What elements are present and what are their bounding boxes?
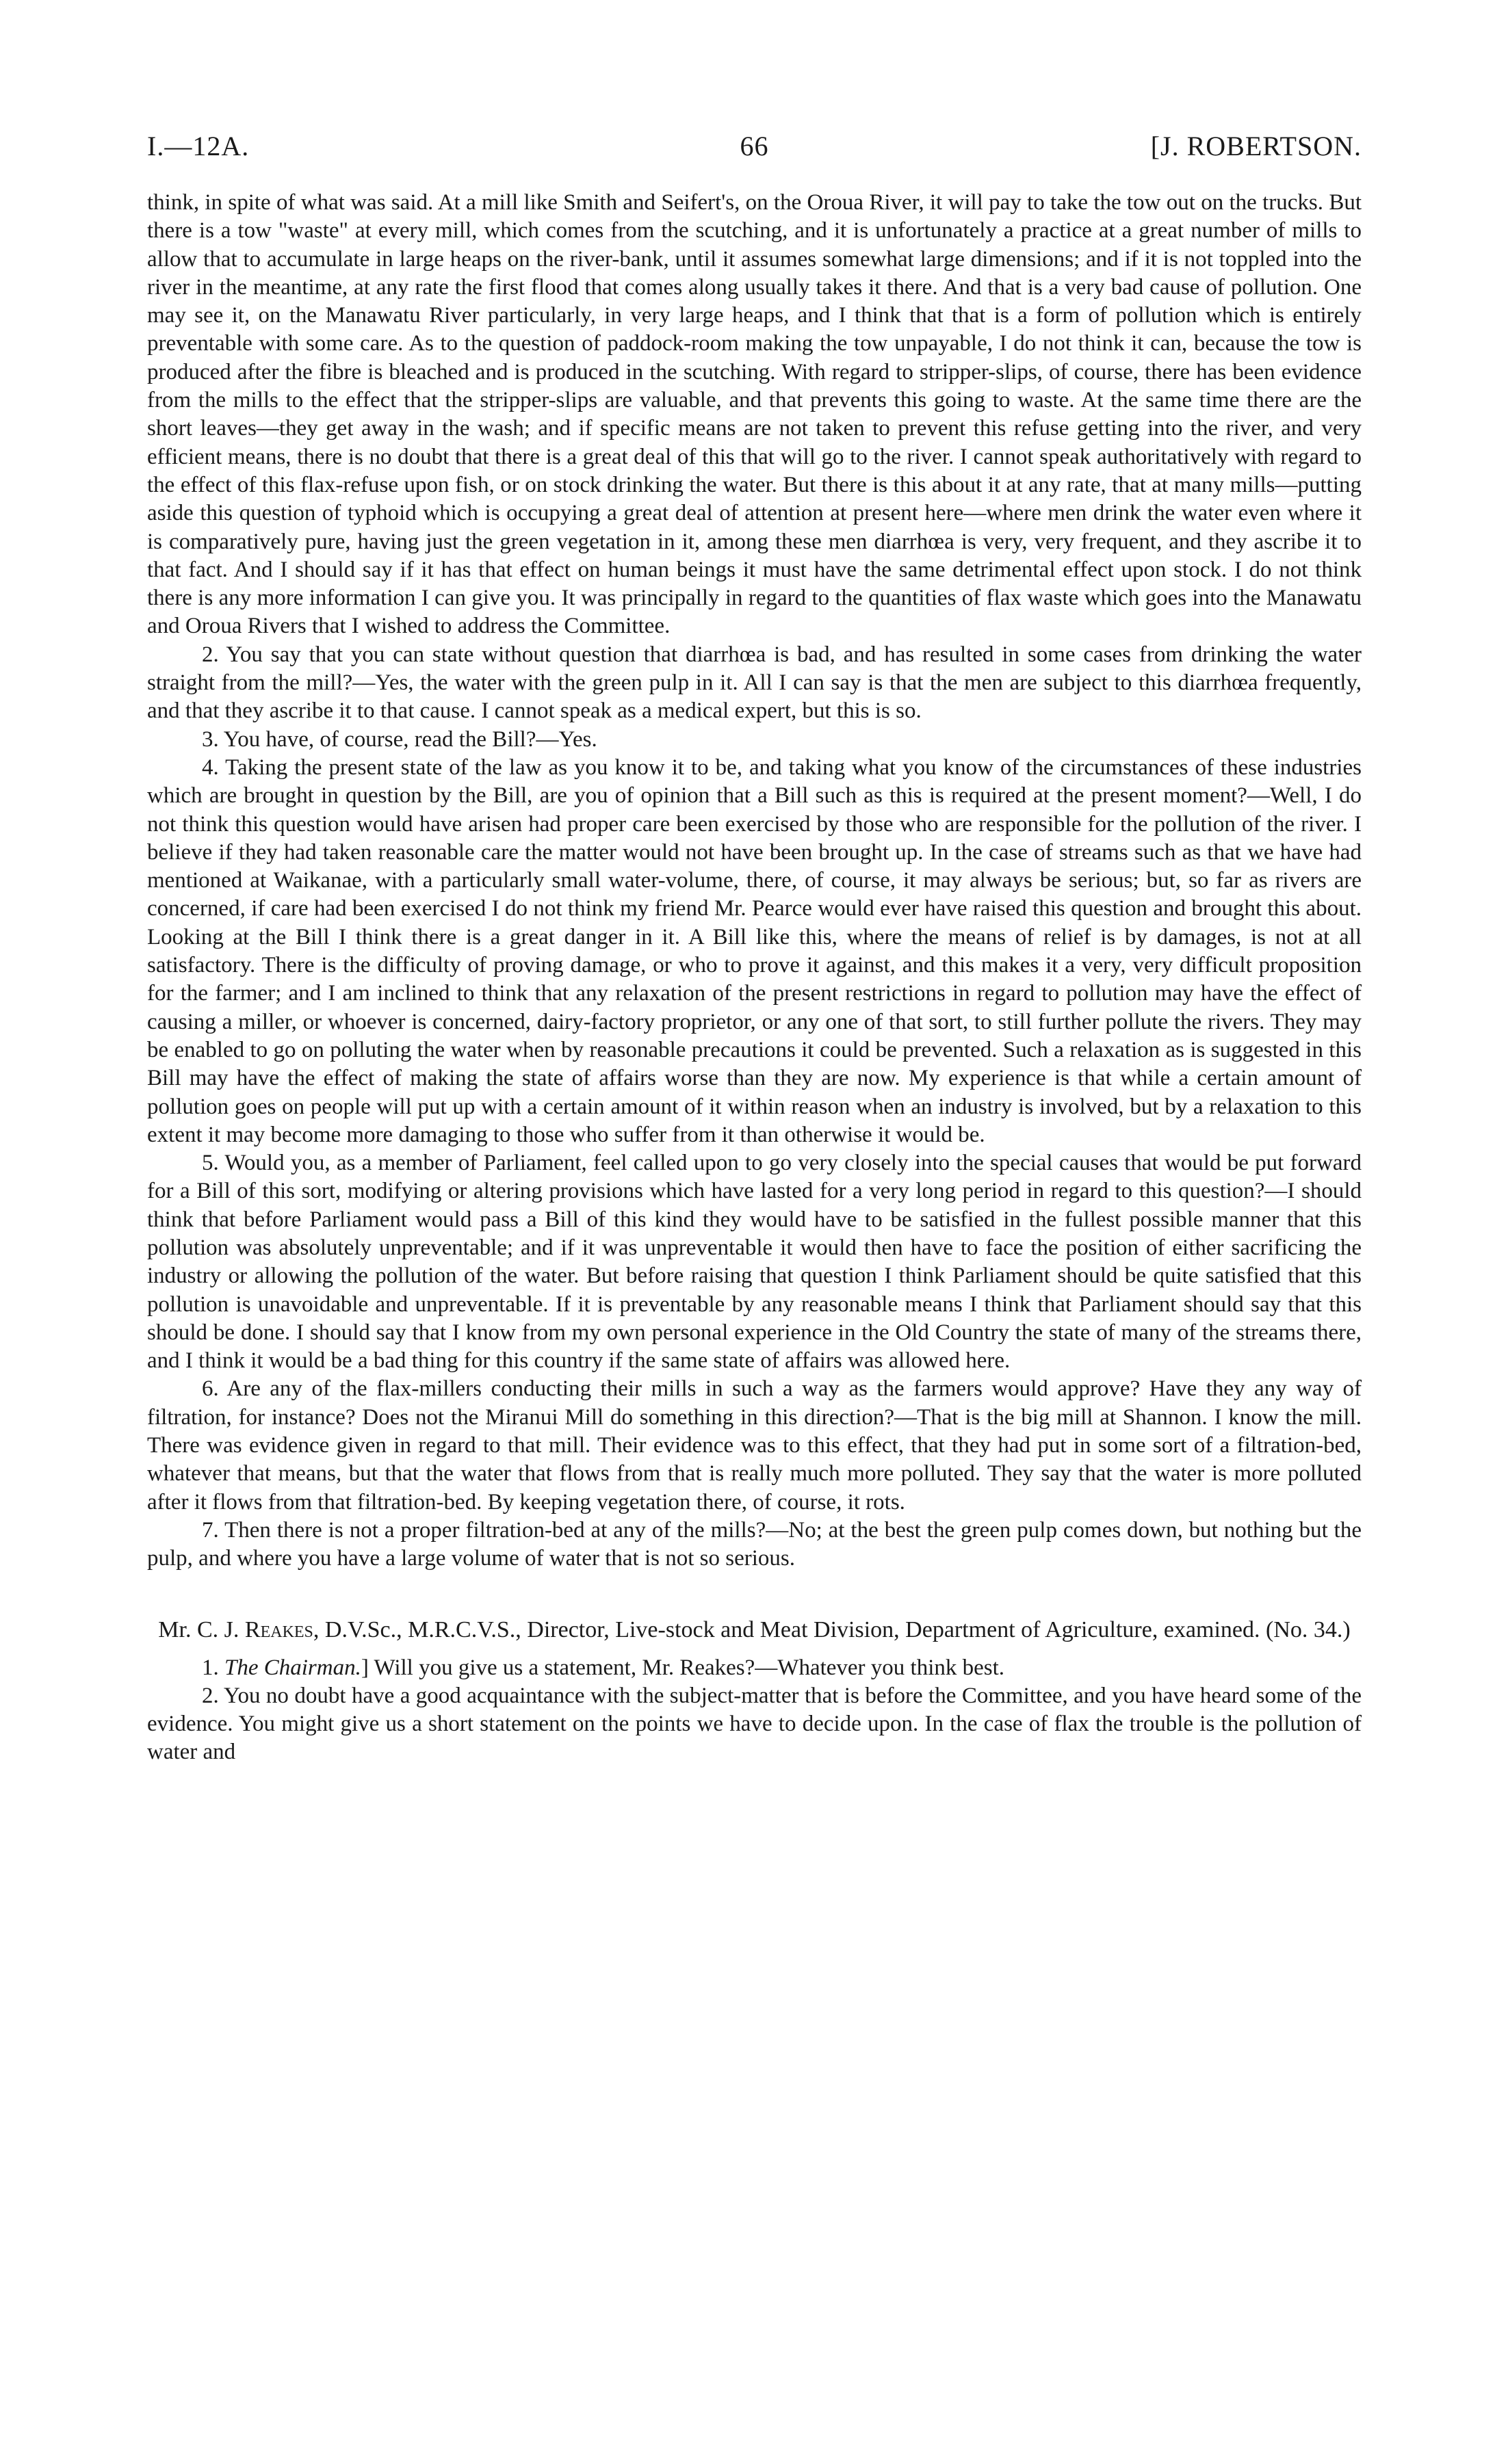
paragraph-question-5: 5. Would you, as a member of Parliament, feel called upon to go very closely into the special causes that would be put forward for a Bill of this sort, modifying or altering provisions which have lasted for a very long period in regard to this question?—I should think that before Parliament would pass a Bill of this kind they would have to be satisfied in the fullest possible manner that this pollution was absolutely unpreventable; and if it was unpreventable it would then have to face the position of either sacrificing the industry or allowing the pollution of the water. But before raising that question I think Parliament should be quite satisfied that this pollution is unavoidable and unpreventable. If it is preventable by any reasonable means I think that Parliament should say that this should be done. I should say that I know from my own personal experience in the Old Country the state of many of the streams there, and I think it would be a bad thing for this country if the same state of affairs was allowed here. — [147, 1151, 1362, 1374]
running-header — [147, 130, 1362, 171]
paragraph-reakes-question-1 — [147, 1654, 1362, 1682]
witness-details: , D.V.Sc., M.R.C.V.S., Director, Live-stock and Meat Division, Department of Agriculture, examined. (No. 34.) — [313, 1616, 1351, 1642]
witness-running-title: [J. ROBERTSON. — [1150, 131, 1362, 161]
speaker-chairman: The Chairman. — [224, 1655, 361, 1680]
paragraph-question-6: 6. Are any of the flax-millers conducting their mills in such a way as the farmers would approve? Have they any way of filtration, for instance? Does not the Miranui Mill do something in this direction?—That is the big mill at Shannon. I know the mill. There was evidence given in regard to that mill. Their evidence was to this effect, that they had put in some sort of a filtration-bed, whatever that means, but that the water that flows from that is really much more polluted. They say that the water is more polluted after it flows from that filtration-bed. By keeping vegetation there, of course, it rots. — [147, 1376, 1362, 1515]
page-number: 66 — [740, 131, 769, 161]
question-text: ] Will you give us a statement, Mr. Reakes?—Whatever you think best. — [361, 1655, 1005, 1680]
body-text — [147, 189, 1362, 1767]
paragraph-continued: think, in spite of what was said. At a mill like Smith and Seifert's, on the Oroua River, it will pay to take the tow out on the trucks. But there is a tow "waste" at every mill, which comes from the scutching, and it is unfortunately a practice at a great number of mills to allow that to accumulate in large heaps on the river-bank, until it assumes somewhat large dimensions; and if it is not toppled into the river in the meantime, at any rate the first flood that comes along usually takes it there. And that is a very bad cause of pollution. One may see it, on the Manawatu River particularly, in very large heaps, and I think that that is a form of pollution which is entirely preventable with some care. As to the question of paddock-room making the tow unpayable, I do not think it can, because the tow is produced after the fibre is bleached and is produced in the scutching. With regard to stripper-slips, of course, there has been evidence from the mills to the effect that the stripper-slips are valuable, and that prevents this going to waste. At the same time there are the short leaves—they get away in the wash; and if specific means are not taken to prevent this refuse getting into the river, and very efficient means, there is no doubt that there is a great deal of this that will go to the river. I cannot speak authoritatively with regard to the effect of this flax-refuse upon fish, or on stock drinking the water. But there is this about it at any rate, that at many mills—putting aside this question of typhoid which is occupying a great deal of attention at present here—where men drink the water even where it is comparatively pure, having just the green vegetation in it, among these men diarrhœa is very, very frequent, and they ascribe it to that fact. And I should say if it has that effect on human beings it must have the same detrimental effect upon stock. I do not think there is any more information I can give you. It was principally in regard to the quantities of flax waste which goes into the Manawatu and Oroua Rivers that I wished to address the Committee. — [147, 190, 1362, 639]
paragraph-question-2: 2. You say that you can state without question that diarrhœa is bad, and has resulted in some cases from drinking the water straight from the mill?—Yes, the water with the green pulp in it. All I can say is that the men are subject to this diarrhœa frequently, and that they ascribe it to that cause. I cannot speak as a medical expert, but this is so. — [147, 642, 1362, 724]
question-number: 1. — [202, 1655, 224, 1680]
paper-reference: I.—12A. — [147, 131, 250, 161]
paragraph-reakes-question-2: 2. You no doubt have a good acquaintance with the subject-matter that is before the Committee, and you have heard some of the evidence. You might give us a short statement on the points we have to decide upon. In the case of flax the trouble is the pollution of water and — [147, 1683, 1362, 1765]
witness-name: C. J. Reakes — [196, 1616, 313, 1642]
witness-prefix: Mr. — [158, 1616, 197, 1642]
paragraph-question-4: 4. Taking the present state of the law as you know it to be, and taking what you know of the circumstances of these industries which are brought in question by the Bill, are you of opinion that a Bill such as this is required at the present moment?—Well, I do not think this question would have arisen had proper care been exercised by those who are responsible for the pollution of the river. I believe if they had taken reasonable care the matter would not have been brought up. In the case of streams such as that we have had mentioned at Waikanae, with a particularly small water-volume, there, of course, it may always be serious; but, so far as rivers are concerned, if care had been exercised I do not think my friend Mr. Pearce would ever have raised this question and brought this about. Looking at the Bill I think there is a great danger in it. A Bill like this, where the means of relief is by damages, is not at all satisfactory. There is the difficulty of proving damage, or who to prove it against, and this makes it a very, very difficult proposition for the farmer; and I am inclined to think that any relaxation of the present restrictions in regard to pollution may have the effect of causing a miller, or whoever is concerned, dairy-factory proprietor, or any one of that sort, to still further pollute the rivers. They may be enabled to go on polluting the water when by reasonable precautions it could be prevented. Such a relaxation as is suggested in this Bill may have the effect of making the state of affairs worse than they are now. My experience is that while a certain amount of pollution goes on people will put up with a certain amount of it within reason when an industry is involved, but by a relaxation to this extent it may become more damaging to those who suffer from it than otherwise it would be. — [147, 755, 1362, 1147]
paragraph-question-3: 3. You have, of course, read the Bill?—Yes. — [202, 726, 597, 752]
witness-heading — [147, 1616, 1362, 1644]
paragraph-question-7: 7. Then there is not a proper filtration-bed at any of the mills?—No; at the best the green pulp comes down, but nothing but the pulp, and where you have a large volume of water that is not so serious. — [147, 1517, 1362, 1571]
